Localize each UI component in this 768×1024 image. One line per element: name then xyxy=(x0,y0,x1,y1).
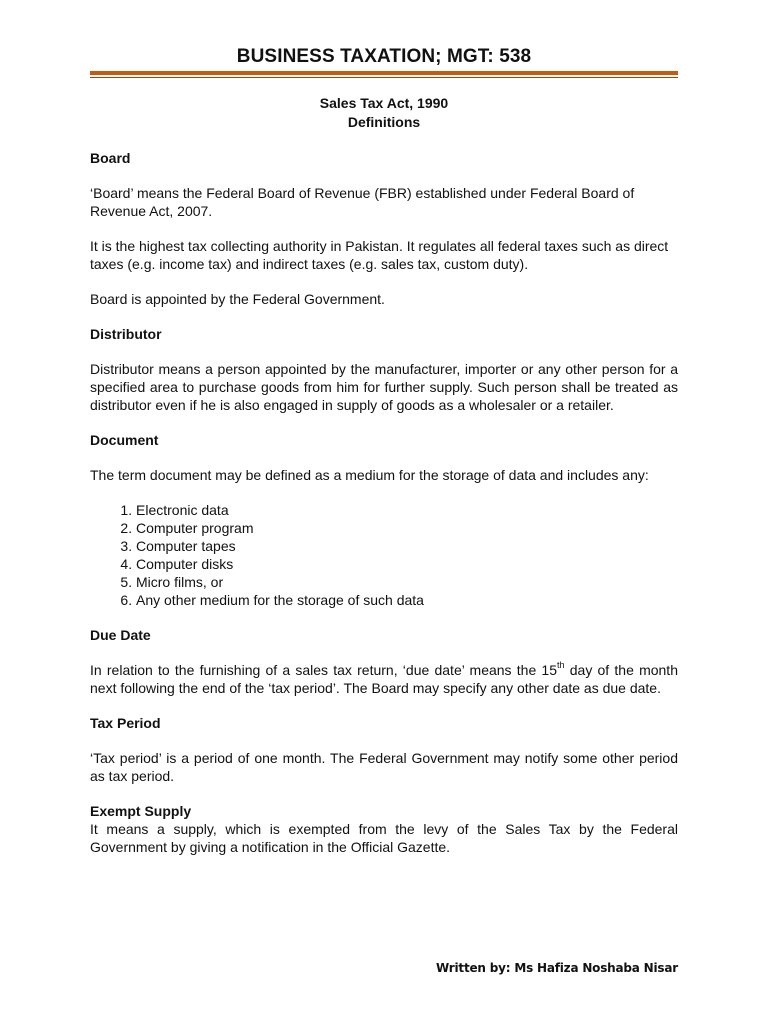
list-item: 3. Computer tapes xyxy=(136,537,678,555)
due-date-text-b: day of the month next following the end of the ‘tax period’. The Board may specify any other date as due date. xyxy=(90,662,678,696)
document-media-list xyxy=(90,501,678,609)
document-body xyxy=(90,149,678,856)
distributor-paragraph: Distributor means a person appointed by the manufacturer, importer or any other person for a specified area to purchase goods from him for further supply. Such person shall be treated as distributor even if he is also engaged in supply of goods as a wholesaler or a retailer. xyxy=(90,361,678,413)
tax-period-paragraph: ‘Tax period’ is a period of one month. The Federal Government may notify some other period as tax period. xyxy=(90,750,678,784)
document-title: BUSINESS TAXATION; MGT: 538 xyxy=(236,46,532,67)
ordinal-suffix: th xyxy=(557,660,565,671)
due-date-text-a: In relation to the furnishing of a sales tax return, ‘due date’ means the 15 xyxy=(90,662,558,678)
heading-due-date: Due Date xyxy=(90,627,151,643)
document-subtitle: Sales Tax Act, 1990 xyxy=(319,95,449,111)
document-paragraph: The term document may be defined as a medium for the storage of data and includes any: xyxy=(90,467,649,483)
heading-tax-period: Tax Period xyxy=(90,715,161,731)
heading-board: Board xyxy=(90,150,131,166)
title-rule-thick xyxy=(90,71,678,75)
heading-distributor: Distributor xyxy=(90,326,162,342)
due-date-paragraph xyxy=(90,661,678,697)
exempt-supply-paragraph: It means a supply, which is exempted from the levy of the Sales Tax by the Federal Government by giving a notification in the Official Gazette. xyxy=(90,821,678,855)
list-item: 5. Micro films, or xyxy=(136,573,678,591)
author-footer: Written by: Ms Hafiza Noshaba Nisar xyxy=(435,961,678,975)
document-section-title: Definitions xyxy=(347,114,421,130)
list-item: 2. Computer program xyxy=(136,519,678,537)
title-rule-thin xyxy=(90,77,678,78)
heading-exempt-supply: Exempt Supply xyxy=(90,803,192,819)
list-item: 1. Electronic data xyxy=(136,501,678,519)
board-paragraph-3: Board is appointed by the Federal Government. xyxy=(90,291,385,307)
list-item: 4. Computer disks xyxy=(136,555,678,573)
board-paragraph-2: It is the highest tax collecting authority in Pakistan. It regulates all federal taxes such as direct taxes (e.g. income tax) and indirect taxes (e.g. sales tax, custom duty). xyxy=(90,238,669,272)
board-paragraph-1: ‘Board’ means the Federal Board of Revenue (FBR) established under Federal Board of Revenue Act, 2007. xyxy=(90,185,635,219)
heading-document: Document xyxy=(90,432,159,448)
list-item: 6. Any other medium for the storage of such data xyxy=(136,591,678,609)
